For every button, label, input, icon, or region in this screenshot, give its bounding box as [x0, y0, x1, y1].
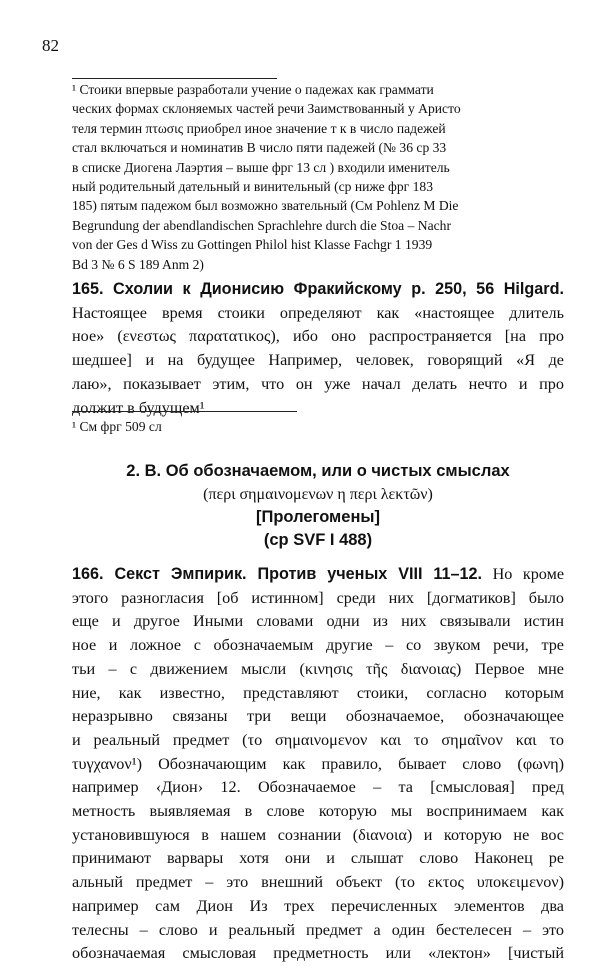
body-line: ние, как известно, представляют стоики, согласно которым	[72, 683, 564, 702]
body-line: этого разногласия [об истинном] среди них [догматиков] было	[72, 588, 564, 607]
footnote-2	[72, 417, 564, 436]
section-reference: (ср SVF I 488)	[263, 531, 373, 549]
footnote-line: теля термин πτωσις приобрел иное значение т к в число падежей	[72, 120, 446, 136]
footnote-line: Bd 3 № 6 S 189 Anm 2)	[72, 256, 204, 272]
fragment-heading: 165. Схолии к Дионисию Фракийскому р. 250, 56 Hilgard.	[72, 280, 564, 298]
section-title: 2. В. Об обозначаемом, или о чистых смыслах	[126, 462, 510, 480]
body-line: метность выявляемая в слове которую мы воспринимаем как	[72, 802, 564, 821]
section-greek-title: (περι σημαινομενων η περι λεκτῶν)	[203, 486, 433, 503]
body-line: и реальный предмет (το σημαινομενον και το σημαῖνον και το	[72, 730, 564, 749]
footnote-line: в списке Диогена Лаэртия – выше фрг 13 сл ) входили именитель	[72, 159, 450, 175]
page-number: 82	[42, 36, 59, 55]
body-line: ное» (ενεστως παρατατικος), ибо оно распространяется [на про	[72, 327, 564, 346]
body-line: неразрывно связаны три вещи обозначаемое, обозначающее	[72, 707, 564, 726]
section-subtitle: [Пролегомены]	[256, 508, 380, 526]
body-line: τυγχανον¹) Обозначающим как правило, бывает слово (φωνη)	[72, 754, 564, 773]
footnote-divider	[72, 411, 297, 412]
fragment-heading: 166. Секст Эмпирик. Против ученых VIII 11–12.	[72, 565, 483, 583]
body-line: ное и ложное с обозначаемым другие – со звуком речи, тре	[72, 636, 564, 655]
footnote-line: 185) пятым падежом был возможно звательный (См Pohlenz M Die	[72, 198, 459, 214]
fragment-166	[72, 563, 564, 966]
body-line: должит в будущем¹	[72, 398, 205, 417]
body-line: шедшее] и на будущее Например, человек, говорящий «Я де	[72, 351, 564, 370]
footnote-divider	[72, 78, 277, 79]
fragment-first-line	[72, 563, 564, 587]
body-text: Но кроме	[492, 565, 564, 583]
footnote-line: стал включаться и номинатив В число пяти падежей (№ 36 ср 33	[72, 140, 447, 156]
body-line: лаю», показывает этим, что он уже начал делать нечто и про	[72, 374, 564, 393]
body-line: установившуюся в нашем сознании (διανοια) и которую не вос	[72, 825, 564, 844]
footnote-line: von der Ges d Wiss zu Gottingen Philol hist Klasse Fachgr 1 1939	[72, 237, 433, 253]
body-line: например ‹Дион› 12. Обозначаемое – та [смысловая] пред	[72, 778, 564, 797]
footnote-line: ный родительный дательный и винительный (ср ниже фрг 183	[72, 179, 434, 195]
body-line: телесны – слово и реальный предмет а один бестелесен – это	[72, 920, 564, 939]
body-line: Настоящее время стоики определяют как «настоящее длитель	[72, 303, 564, 322]
body-line: тьи – с движением мысли (κινησις τῆς διανοιας) Первое мне	[72, 659, 564, 678]
body-line: принимают варвары хотя они и слышат слово Наконец ре	[72, 849, 564, 868]
body-line: альный предмет – это внешний объект (το εκτος υποκειμενον)	[72, 873, 564, 892]
body-line: например сам Дион Из трех перечисленных элементов два	[72, 896, 564, 915]
footnote-line: ческих формах склоняемых частей речи Заимствованный у Аристо	[72, 101, 461, 117]
footnote-1	[72, 80, 564, 274]
body-line: обозначаемая смысловая предметность или «лектон» [чистый	[72, 944, 564, 963]
body-line: еще и другое Иными словами одни из них связывали истин	[72, 612, 564, 631]
footnote-line: ¹ См фрг 509 сл	[72, 419, 162, 434]
footnote-line: Begrundung der abendlandischen Sprachlehre durch die Stoa – Nachr	[72, 217, 451, 233]
fragment-165	[72, 278, 564, 420]
section-header	[72, 460, 564, 552]
footnote-line: ¹ Стоики впервые разработали учение о падежах как граммати	[72, 82, 434, 97]
